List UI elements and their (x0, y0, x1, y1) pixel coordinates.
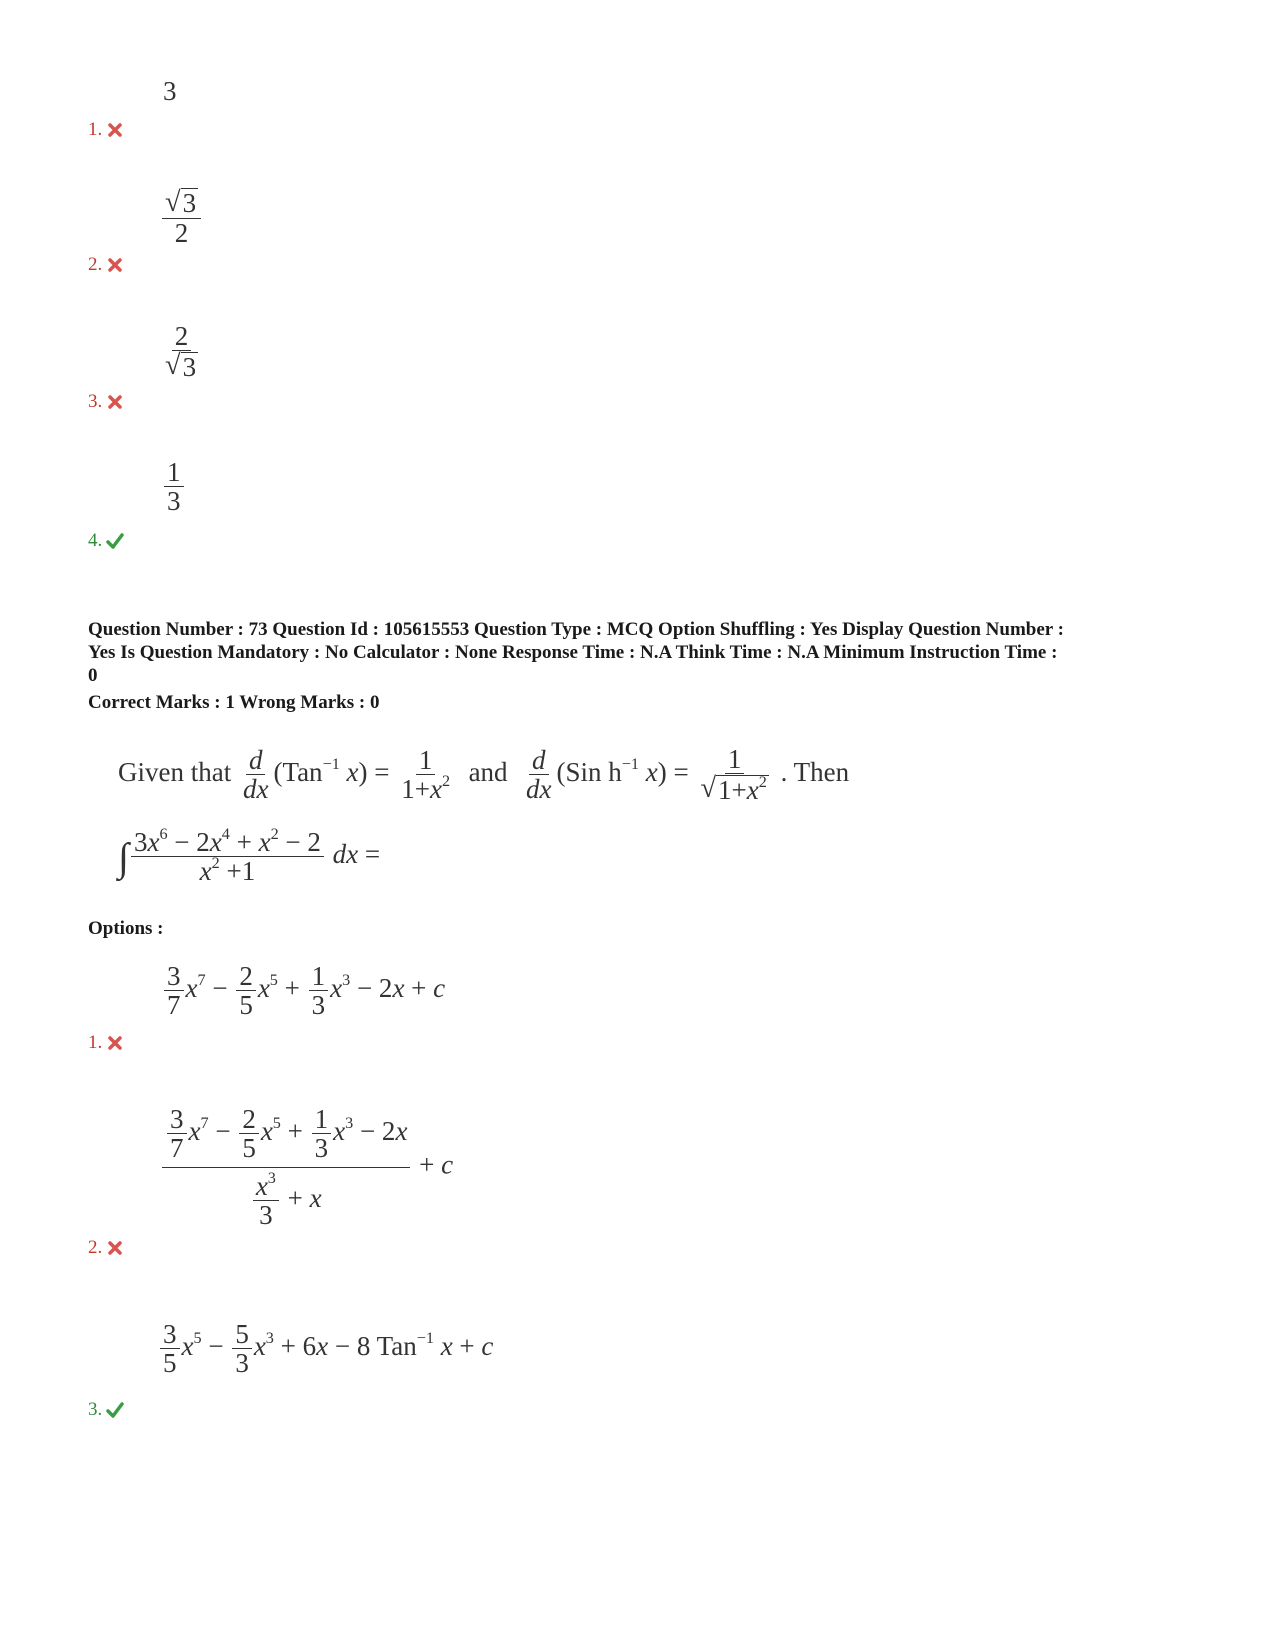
prev-option-2-value: √ 3 2 (160, 188, 203, 247)
prev-option-4-label: 4. (88, 530, 124, 552)
options-heading: Options : (88, 918, 164, 939)
question-integral: ∫ $\frac{3x^6 - 2x^4 + x^2 - 2}{x^2 +1}$ dx = (118, 825, 381, 887)
option-1-value: $\frac{3}{7}$ $x^7$ − $\frac{2}{5}$ $x^5$ + $\frac{1}{3}$ $x^3 - 2x + c$ (162, 962, 445, 1020)
prev-option-3-label: 3. (88, 391, 124, 413)
prev-option-1-label: 1. (88, 119, 124, 141)
option-3-value: $\frac{3}{5}$ $x^5$ − $\frac{5}{3}$ $x^3 + 6x - 8$ Tan$^{-1}$ x + c (158, 1320, 493, 1378)
option-3-label: 3. (88, 1399, 124, 1421)
cross-icon (106, 1239, 124, 1257)
cross-icon (106, 393, 124, 411)
cross-icon (106, 121, 124, 139)
check-icon (106, 532, 124, 550)
cross-icon (106, 1034, 124, 1052)
prev-option-1-value: 3 (163, 76, 177, 106)
question-meta-line-1: Question Number : 73 Question Id : 105615553 Question Type : MCQ Option Shuffling : Yes Display Question Number : (88, 619, 1064, 640)
question-meta-line-2: Yes Is Question Mandatory : No Calculator : None Response Time : N.A Think Time : N.A Minimum Instruction Time : (88, 642, 1058, 663)
cross-icon (106, 256, 124, 274)
option-2-label: 2. (88, 1237, 124, 1259)
check-icon (106, 1401, 124, 1419)
option-2-value: $\frac{3}{7}$ $x^7$ − $\frac{2}{5}$ $x^5$ + $\frac{1}{3}$ $x^3 - 2x$ $\frac{x^3}{3}$ + x + c (160, 1105, 453, 1229)
question-meta-line-3: 0 (88, 665, 98, 686)
marks-info: Correct Marks : 1 Wrong Marks : 0 (88, 692, 380, 713)
prev-option-2-label: 2. (88, 254, 124, 276)
option-1-label: 1. (88, 1032, 124, 1054)
question-meta (88, 618, 1198, 687)
question-given-line: Given that $\frac{d}{dx}$ (Tan$^{-1}$ x) = $\frac{1}{1+x^2}$ and $\frac{d}{dx}$ (Sin $h^{-1}$ x) = 1 √ $1+x^2$ . Then (118, 744, 850, 805)
prev-option-4-value: $\frac{1}{3}$ (162, 458, 186, 516)
prev-option-3-value: 2 √ 3 (165, 321, 197, 382)
